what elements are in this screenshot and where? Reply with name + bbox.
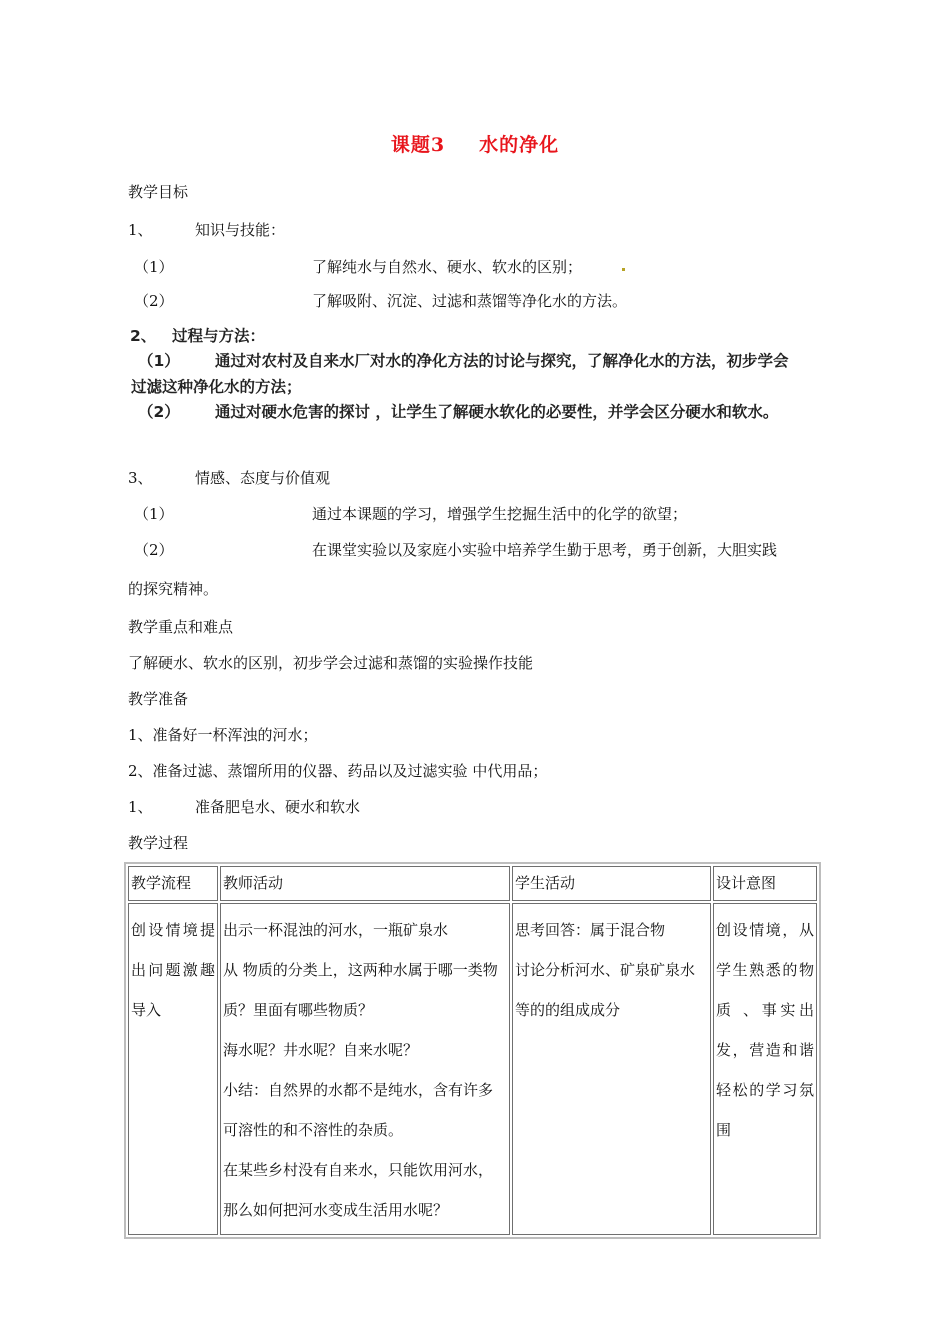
teacher-line: 海水呢？井水呢？自来水呢？ bbox=[223, 1041, 419, 1059]
cell-teacher bbox=[220, 903, 510, 1235]
goal2-number: 2、 bbox=[130, 327, 157, 345]
goal1-label: 知识与技能： bbox=[195, 221, 286, 239]
stray-mark bbox=[622, 268, 625, 271]
goal2-item1-number: （1） bbox=[138, 352, 180, 370]
table-header-row bbox=[128, 866, 817, 901]
prep-item-number: 2、 bbox=[128, 762, 153, 780]
title-topic: 水的净化 bbox=[479, 134, 560, 156]
cell-intent: 创设情境，从学生熟悉的物质 、事实出发，营造和谐轻松的学习氛围 bbox=[713, 903, 817, 1235]
goal2-item1-line2: 过滤这种净化水的方法； bbox=[131, 378, 302, 396]
goal2-item1-line1: 通过对农村及自来水厂对水的净化方法的讨论与探究，了解净化水的方法，初步学会 bbox=[215, 352, 789, 370]
cell-student bbox=[512, 903, 711, 1235]
goal1-item2-text: 了解吸附、沉淀、过滤和蒸馏等净化水的方法。 bbox=[312, 292, 628, 310]
teacher-line: 出示一杯混浊的河水，一瓶矿泉水 bbox=[223, 921, 449, 939]
teacher-line: 从 物质的分类上，这两种水属于哪一类物质？里面有哪些物质？ bbox=[223, 961, 498, 1019]
goal1-number: 1、 bbox=[128, 221, 153, 239]
goal1-item1-number: （1） bbox=[134, 258, 174, 276]
header-intent: 设计意图 bbox=[713, 866, 817, 901]
teacher-line: 在某些乡村没有自来水，只能饮用河水，那么如何把河水变成生活用水呢？ bbox=[223, 1161, 494, 1219]
page-title bbox=[0, 130, 950, 157]
prep-item-text: 准备好一杯浑浊的河水； bbox=[152, 726, 318, 744]
process-heading: 教学过程 bbox=[128, 834, 189, 852]
goal3-number: 3、 bbox=[128, 469, 153, 487]
goal3-item2-line2: 的探究精神。 bbox=[128, 580, 219, 598]
header-teacher: 教师活动 bbox=[220, 866, 510, 901]
prep-item-text: 准备过滤、蒸馏所用的仪器、药品以及过滤实验 中代用品； bbox=[152, 762, 548, 780]
header-student: 学生活动 bbox=[512, 866, 711, 901]
teacher-line: 小结：自然界的水都不是纯水，含有许多可溶性的和不溶性的杂质。 bbox=[223, 1081, 494, 1139]
goal3-item2-number: （2） bbox=[134, 541, 174, 559]
key-text: 了解硬水、软水的区别，初步学会过滤和蒸馏的实验操作技能 bbox=[128, 654, 534, 672]
table-row bbox=[128, 903, 817, 1235]
title-lesson-number: 课题3 bbox=[390, 134, 446, 156]
goal3-item2-line1: 在课堂实验以及家庭小实验中培养学生勤于思考，勇于创新，大胆实践 bbox=[312, 541, 778, 559]
goal1-item2-number: （2） bbox=[134, 292, 174, 310]
goals-heading: 教学目标 bbox=[128, 183, 189, 201]
goal1-item1-text: 了解纯水与自然水、硬水、软水的区别； bbox=[312, 258, 583, 276]
goal3-label: 情感、态度与价值观 bbox=[195, 469, 331, 487]
goal2-item2-number: （2） bbox=[138, 403, 180, 421]
key-heading: 教学重点和难点 bbox=[128, 618, 234, 636]
goal3-item1-number: （1） bbox=[134, 505, 174, 523]
prep-heading: 教学准备 bbox=[128, 690, 189, 708]
process-table bbox=[124, 862, 821, 1239]
prep-item-3-number: 1、 bbox=[128, 798, 153, 816]
prep-item-3-text: 准备肥皂水、硬水和软水 bbox=[195, 798, 361, 816]
goal2-label: 过程与方法： bbox=[172, 327, 266, 345]
goal2-item2-text: 通过对硬水危害的探讨 ，让学生了解硬水软化的必要性，并学会区分硬水和软水。 bbox=[215, 403, 779, 421]
prep-item-2 bbox=[128, 760, 547, 781]
goal3-item1-text: 通过本课题的学习，增强学生挖掘生活中的化学的欲望； bbox=[312, 505, 688, 523]
cell-flow: 创设情境提出问题激趣导入 bbox=[128, 903, 218, 1235]
header-flow: 教学流程 bbox=[128, 866, 218, 901]
prep-item-number: 1、 bbox=[128, 726, 153, 744]
prep-item-1 bbox=[128, 724, 318, 745]
student-line: 讨论分析河水、矿泉矿泉水等的的组成成分 bbox=[515, 961, 696, 1019]
student-line: 思考回答：属于混合物 bbox=[515, 921, 666, 939]
